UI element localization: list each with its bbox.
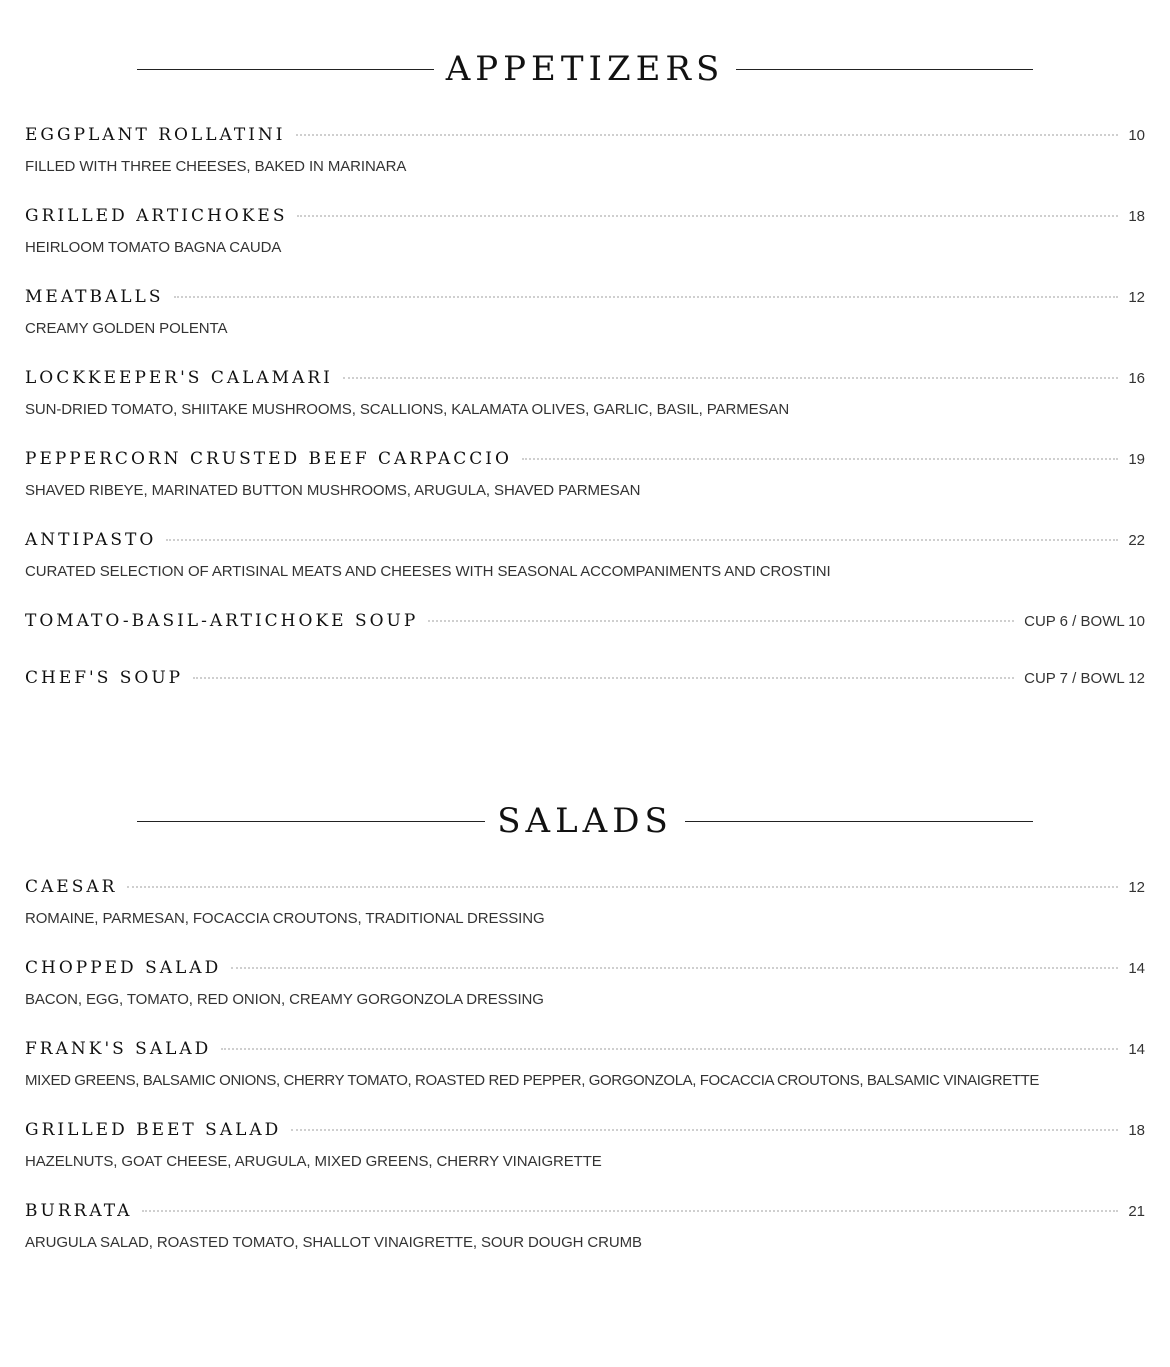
header-rule-left xyxy=(137,821,485,822)
item-description: FILLED WITH THREE CHEESES, BAKED IN MARINARA xyxy=(25,158,407,175)
dotted-leader xyxy=(166,539,1118,541)
dotted-leader xyxy=(174,296,1119,298)
item-price: 22 xyxy=(1128,531,1145,549)
section-header-salads xyxy=(137,801,1033,841)
item-name: CAESAR xyxy=(25,877,118,897)
menu-item xyxy=(25,286,1145,337)
item-name: LOCKKEEPER'S CALAMARI xyxy=(25,368,333,388)
dotted-leader xyxy=(221,1048,1118,1050)
dotted-leader xyxy=(428,620,1014,622)
item-description: MIXED GREENS, BALSAMIC ONIONS, CHERRY TOMATO, ROASTED RED PEPPER, GORGONZOLA, FOCACCIA CROUTONS, BALSAMIC VINAIGRETTE xyxy=(25,1072,1039,1089)
dotted-leader xyxy=(522,458,1118,460)
dotted-leader xyxy=(193,677,1014,679)
dotted-leader xyxy=(296,134,1119,136)
item-description: HAZELNUTS, GOAT CHEESE, ARUGULA, MIXED GREENS, CHERRY VINAIGRETTE xyxy=(25,1153,602,1170)
item-price: 16 xyxy=(1128,369,1145,387)
item-price: CUP 6 / BOWL 10 xyxy=(1024,612,1145,630)
item-description: BACON, EGG, TOMATO, RED ONION, CREAMY GORGONZOLA DRESSING xyxy=(25,991,544,1008)
item-price: CUP 7 / BOWL 12 xyxy=(1024,669,1145,687)
item-name: ANTIPASTO xyxy=(25,530,157,550)
item-name: GRILLED BEET SALAD xyxy=(25,1120,282,1140)
dotted-leader xyxy=(297,215,1118,217)
dotted-leader xyxy=(343,377,1118,379)
header-rule-right xyxy=(736,69,1033,70)
item-name: CHEF'S SOUP xyxy=(25,668,184,688)
menu-item xyxy=(25,205,1145,256)
item-description: HEIRLOOM TOMATO BAGNA CAUDA xyxy=(25,239,282,256)
item-name: MEATBALLS xyxy=(25,287,164,307)
item-description: ROMAINE, PARMESAN, FOCACCIA CROUTONS, TRADITIONAL DRESSING xyxy=(25,910,545,927)
section-title: SALADS xyxy=(497,801,673,841)
menu-item xyxy=(25,529,1145,580)
dotted-leader xyxy=(127,886,1118,888)
item-price: 12 xyxy=(1128,878,1145,896)
item-price: 21 xyxy=(1128,1202,1145,1220)
section-title: APPETIZERS xyxy=(445,49,725,89)
item-name: EGGPLANT ROLLATINI xyxy=(25,125,286,145)
item-name: PEPPERCORN CRUSTED BEEF CARPACCIO xyxy=(25,449,512,469)
menu-item xyxy=(25,876,1145,927)
menu-item xyxy=(25,957,1145,1008)
item-name: BURRATA xyxy=(25,1201,133,1221)
item-name: CHOPPED SALAD xyxy=(25,958,222,978)
menu-item xyxy=(25,1038,1145,1089)
item-name: TOMATO-BASIL-ARTICHOKE SOUP xyxy=(25,611,419,631)
menu-item xyxy=(25,367,1145,418)
dotted-leader xyxy=(231,967,1118,969)
header-rule-right xyxy=(685,821,1033,822)
menu-item xyxy=(25,1200,1145,1251)
item-price: 14 xyxy=(1128,1040,1145,1058)
item-description: CREAMY GOLDEN POLENTA xyxy=(25,320,228,337)
menu-item xyxy=(25,667,1145,689)
header-rule-left xyxy=(137,69,434,70)
menu-item xyxy=(25,124,1145,175)
menu-item xyxy=(25,1119,1145,1170)
item-price: 14 xyxy=(1128,959,1145,977)
item-name: FRANK'S SALAD xyxy=(25,1039,212,1059)
item-description: CURATED SELECTION OF ARTISINAL MEATS AND CHEESES WITH SEASONAL ACCOMPANIMENTS AND CROSTINI xyxy=(25,563,831,580)
dotted-leader xyxy=(142,1210,1118,1212)
item-name: GRILLED ARTICHOKES xyxy=(25,206,288,226)
item-description: ARUGULA SALAD, ROASTED TOMATO, SHALLOT VINAIGRETTE, SOUR DOUGH CRUMB xyxy=(25,1234,642,1251)
menu-item xyxy=(25,448,1145,499)
item-price: 10 xyxy=(1128,126,1145,144)
item-price: 12 xyxy=(1128,288,1145,306)
item-price: 18 xyxy=(1128,1121,1145,1139)
item-description: SUN-DRIED TOMATO, SHIITAKE MUSHROOMS, SCALLIONS, KALAMATA OLIVES, GARLIC, BASIL, PARMESAN xyxy=(25,401,790,418)
item-description: SHAVED RIBEYE, MARINATED BUTTON MUSHROOMS, ARUGULA, SHAVED PARMESAN xyxy=(25,482,641,499)
section-header-appetizers xyxy=(137,49,1033,89)
item-price: 18 xyxy=(1128,207,1145,225)
menu-item xyxy=(25,610,1145,632)
dotted-leader xyxy=(291,1129,1118,1131)
item-price: 19 xyxy=(1128,450,1145,468)
